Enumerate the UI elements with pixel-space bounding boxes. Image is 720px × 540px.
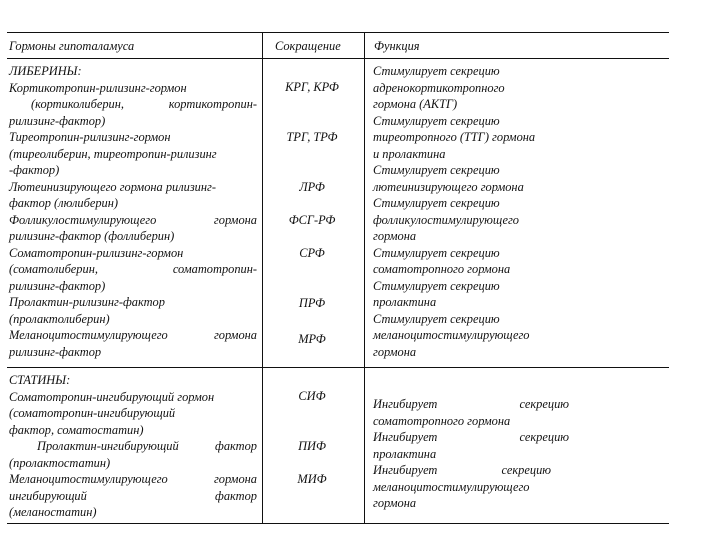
abbr-mif: МИФ <box>297 472 327 486</box>
function-line: соматотропного гормона <box>373 413 511 428</box>
hormone-line: Соматотропин-ингибирующий гормон <box>9 389 215 404</box>
abbr-krg: КРГ, КРФ <box>285 80 339 94</box>
hormone-line: рилизинг-фактор) <box>9 113 106 128</box>
hormone-line: -фактор) <box>9 163 60 177</box>
header-hormones: Гормоны гипоталамуса <box>9 39 135 53</box>
hormone-line: (пролактостатин) <box>9 455 111 470</box>
hormone-line: Кортикотропин-рилизинг-гормон <box>9 80 187 95</box>
abbr-mrf: МРФ <box>298 332 326 346</box>
function-line: гормона (АКТГ) <box>373 97 458 111</box>
function-line: лютеинизирующего гормона <box>373 179 524 194</box>
hormone-line: (пролактолиберин) <box>9 311 110 326</box>
liberins-hormones-cell <box>9 63 257 360</box>
hormone-line: Тиреотропин-рилизинг-гормон <box>9 130 171 144</box>
hormone-line: рилизинг-фактор <box>9 344 102 359</box>
table-top-rule <box>7 32 669 33</box>
hormone-line: (кортиколиберин, кортикотропин- <box>31 97 257 111</box>
statins-title: СТАТИНЫ: <box>9 373 71 387</box>
abbr-prf: ПРФ <box>298 296 326 310</box>
function-line: тиреотропного (ТТГ) гормона <box>373 130 536 144</box>
function-line: Стимулирует секрецию <box>373 278 500 293</box>
function-line: Ингибирует секрецию <box>373 463 551 477</box>
function-line: Стимулирует секрецию <box>373 163 500 177</box>
hormone-line: Фолликулостимулирующего гормона <box>9 212 257 227</box>
statins-function-cell <box>373 396 569 512</box>
column-divider-2 <box>364 32 365 523</box>
function-line: адренокортикотропного <box>373 80 505 95</box>
abbr-trg: ТРГ, ТРФ <box>286 130 338 144</box>
hormone-line: ингибирующий фактор <box>9 488 257 503</box>
hormone-line: Лютеинизирующего гормона рилизинг- <box>9 179 216 194</box>
statins-hormones-cell <box>9 372 257 521</box>
hormone-line: фактор (люлиберин) <box>9 196 119 210</box>
header-bottom-rule <box>7 58 669 59</box>
hormone-line: Меланоцитостимулирующего гормона <box>9 328 257 342</box>
section-divider-rule <box>7 367 669 368</box>
hormone-line: Пролактин-рилизинг-фактор <box>9 295 165 309</box>
hormone-line: рилизинг-фактор (фоллиберин) <box>9 229 175 243</box>
function-line: Стимулирует секрецию <box>373 245 500 260</box>
function-line: Стимулирует секрецию <box>373 113 500 128</box>
function-line: гормона <box>373 496 417 510</box>
table-bottom-rule <box>7 523 669 524</box>
header-abbreviation: Сокращение <box>275 39 341 53</box>
abbr-pif: ПИФ <box>298 439 326 453</box>
function-line: Стимулирует секрецию <box>373 64 500 78</box>
hormone-line: фактор, соматостатин) <box>9 422 144 437</box>
liberins-function-cell <box>373 63 569 360</box>
column-divider-1 <box>262 32 263 523</box>
abbr-sif: СИФ <box>298 389 326 403</box>
hormone-line: (соматолиберин, соматотропин- <box>9 262 257 276</box>
function-line: гормона <box>373 229 417 243</box>
function-line: Ингибирует секрецию <box>373 430 569 444</box>
abbr-lrf: ЛРФ <box>299 180 325 194</box>
function-line: меланоцитостимулирующего <box>373 328 530 342</box>
function-line: соматотропного гормона <box>373 262 511 276</box>
function-line: пролактина <box>373 295 437 309</box>
function-line: Стимулирует секрецию <box>373 311 500 326</box>
function-line: фолликулостимулирующего <box>373 212 520 227</box>
hormone-line: Меланоцитостимулирующего гормона <box>9 472 257 486</box>
hormone-line: Соматотропин-рилизинг-гормон <box>9 245 184 260</box>
function-line: пролактина <box>373 446 437 461</box>
function-line: гормона <box>373 344 417 359</box>
function-line: меланоцитостимулирующего <box>373 479 530 494</box>
hormone-line: Пролактин-ингибирующий фактор <box>37 439 257 453</box>
hormone-line: (тиреолиберин, тиреотропин-рилизинг <box>9 146 217 161</box>
function-line: Ингибирует секрецию <box>373 397 569 411</box>
hormone-line: (меланостатин) <box>9 505 97 519</box>
liberins-title: ЛИБЕРИНЫ: <box>9 64 82 78</box>
function-line: и пролактина <box>373 146 446 161</box>
abbr-srf: СРФ <box>299 246 325 260</box>
function-line: Стимулирует секрецию <box>373 196 500 210</box>
abbr-fsg-rf: ФСГ-РФ <box>288 213 336 227</box>
hormone-line: (соматотропин-ингибирующий <box>9 406 176 420</box>
hormone-line: рилизинг-фактор) <box>9 278 106 293</box>
header-function: Функция <box>374 39 420 53</box>
